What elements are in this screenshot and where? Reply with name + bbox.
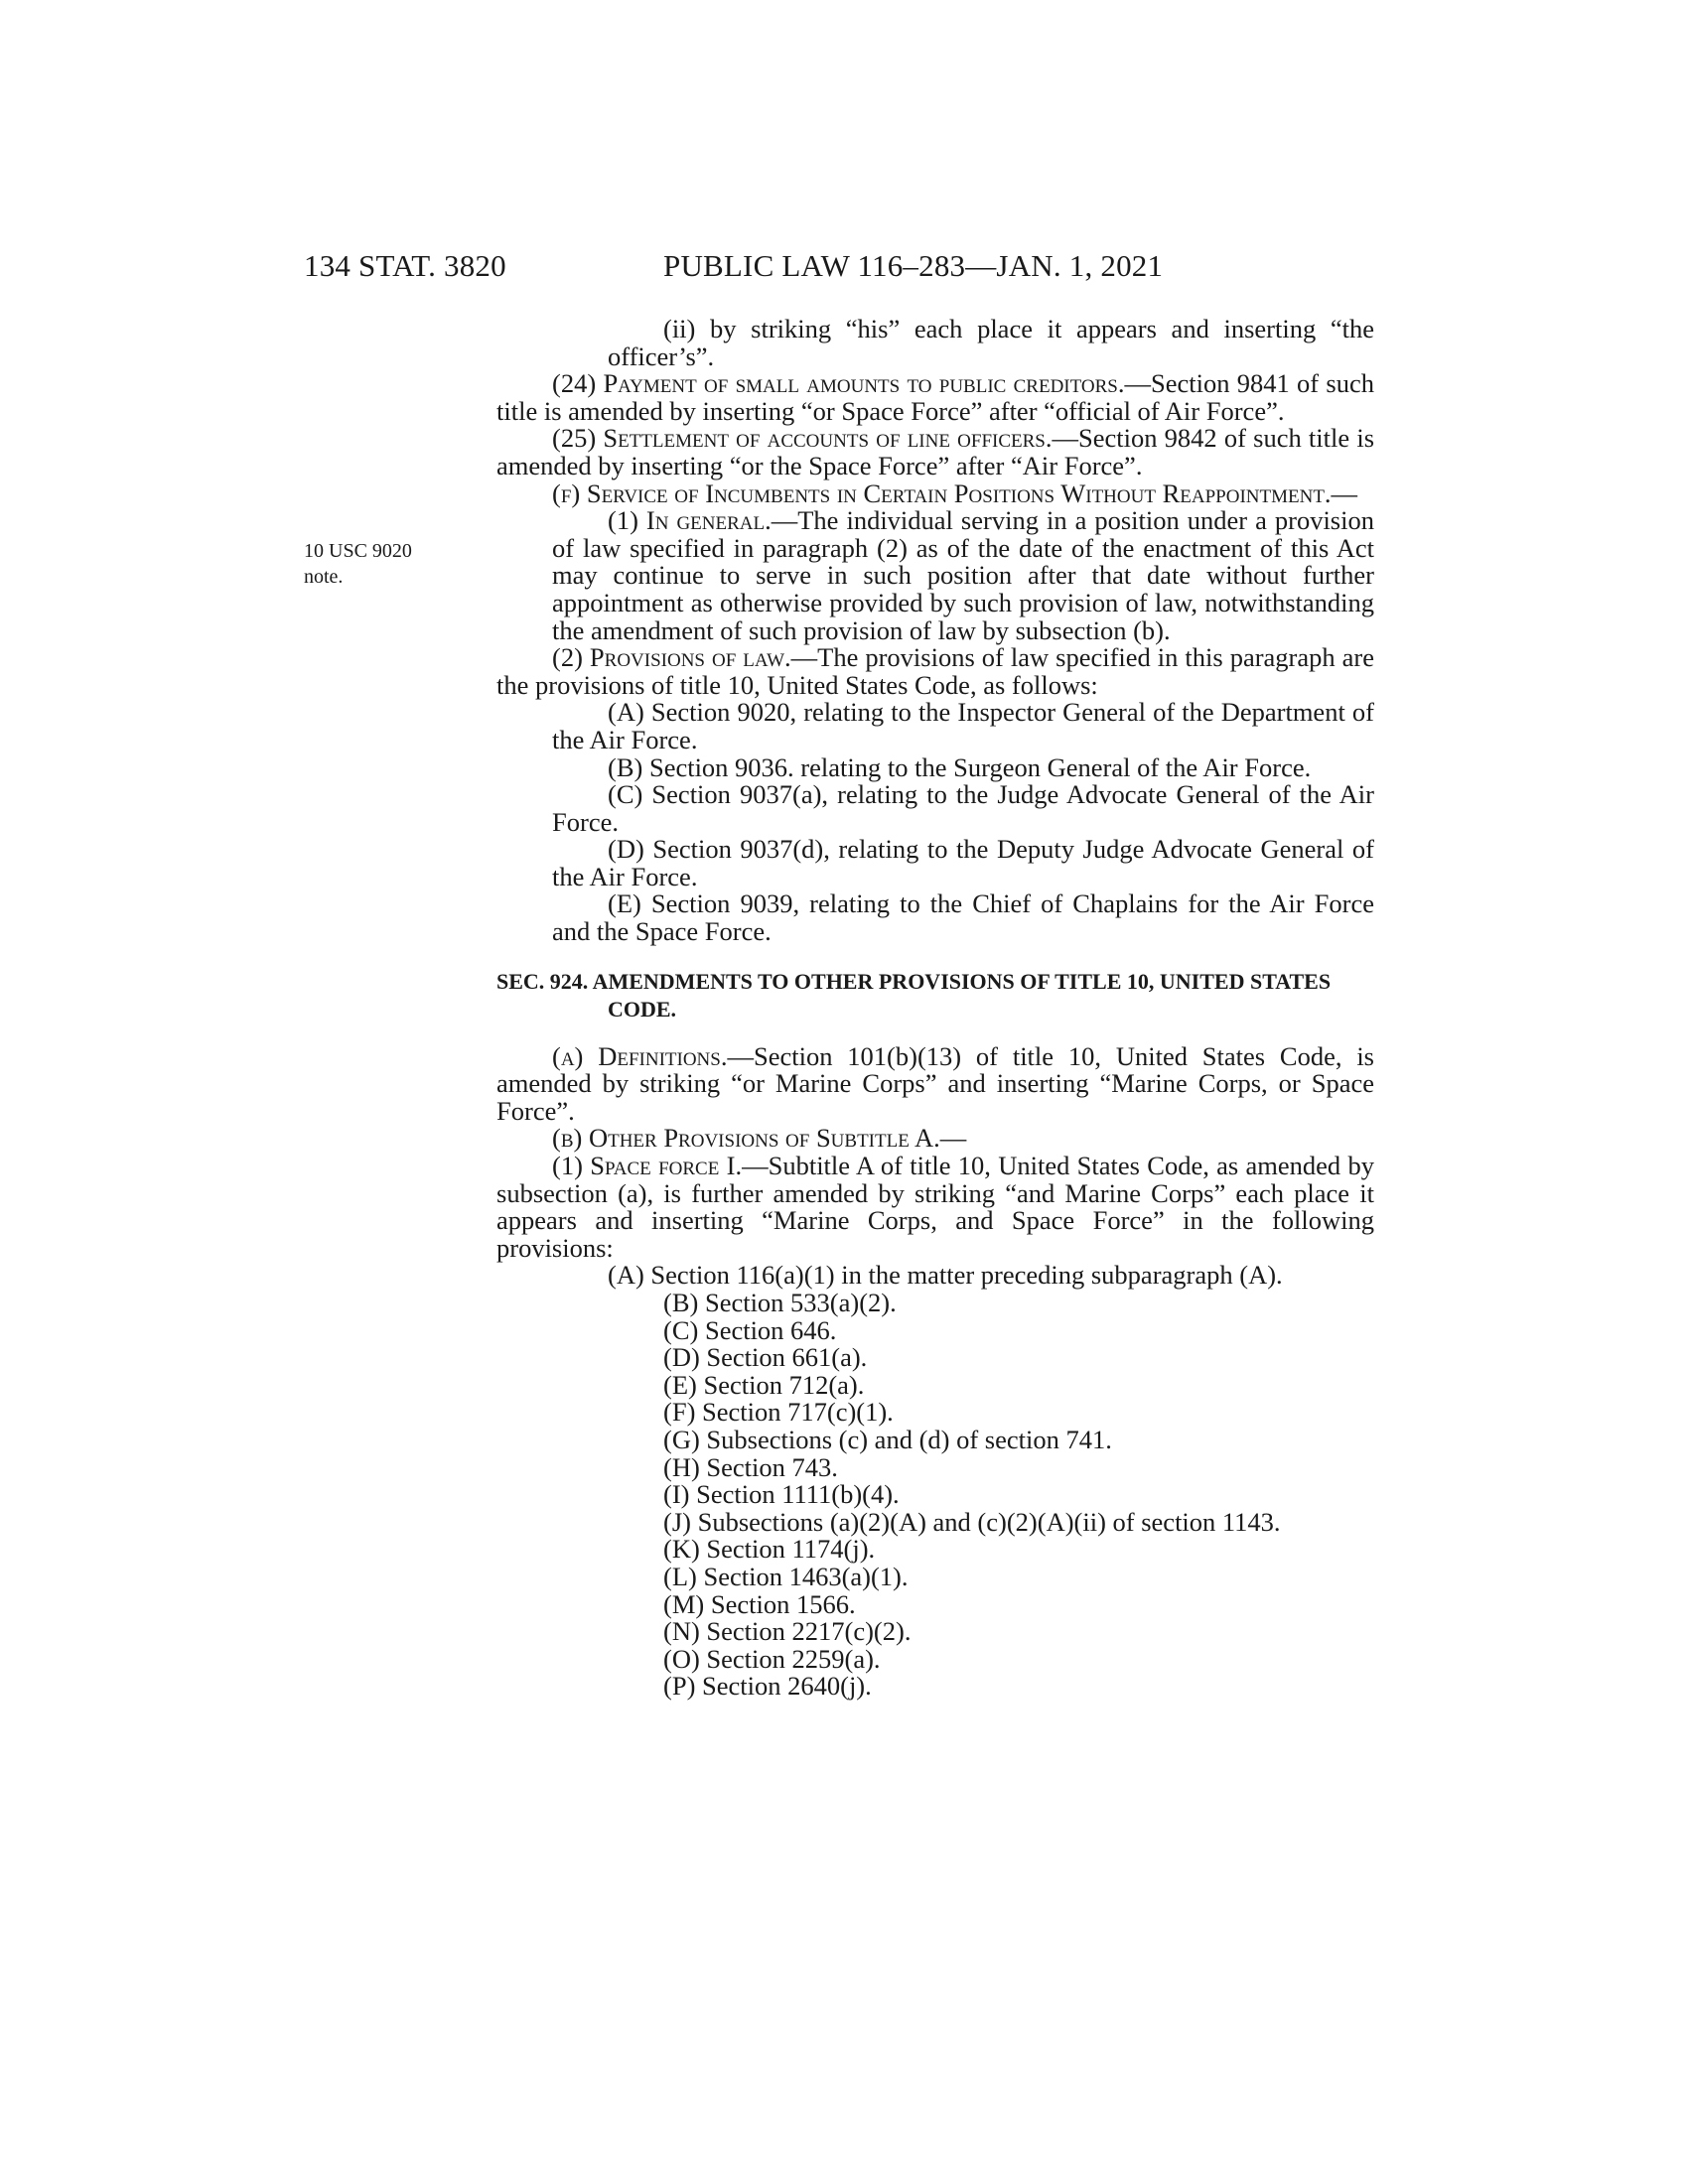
list-item: (B) Section 533(a)(2). [663, 1288, 897, 1317]
subsection-a-text: Section 101(b)(13) of title 10, United States Code, is amended by striking “or Marine Corps” and inserting “Marine Corps, or Space Force”. [496, 1040, 1374, 1126]
list-item: (K) Section 1174(j). [663, 1534, 876, 1565]
list-item: (F) Section 717(c)(1). [663, 1397, 894, 1428]
subsection-a-heading: (a) Definitions.— [552, 1040, 754, 1071]
list-item: (G) Subsections (c) and (d) of section 741. [663, 1424, 1112, 1454]
public-law-running-head: PUBLIC LAW 116–283—JAN. 1, 2021 [663, 248, 1164, 283]
list-item: (P) Section 2640(j). [663, 1671, 872, 1702]
paragraph-b1 [496, 1153, 1374, 1262]
clause-ii: (ii) by striking “his” each place it appears and inserting “the officer’s”. [608, 314, 1374, 371]
subsection-b-heading: (b) Other Provisions of Subtitle A.— [552, 1123, 967, 1154]
paragraph-24-heading: (24) Payment of small amounts to public creditors.— [552, 368, 1151, 399]
subsection-a [496, 1040, 1374, 1126]
list-item: (C) Section 646. [663, 1314, 837, 1345]
paragraph-f2-heading: (2) Provisions of law.— [552, 642, 818, 673]
subparagraph-f-c: (C) Section 9037(a), relating to the Judge Advocate General of the Air Force. [552, 779, 1374, 837]
list-item: (N) Section 2217(c)(2). [663, 1616, 912, 1647]
subparagraph-f-e: (E) Section 9039, relating to the Chief of Chaplains for the Air Force and the Space Force. [552, 888, 1374, 947]
list-item: (M) Section 1566. [663, 1588, 856, 1619]
list-item: (J) Subsections (a)(2)(A) and (c)(2)(A)(ii) of section 1143. [663, 1506, 1281, 1537]
statute-page-reference: 134 STAT. 3820 [304, 248, 506, 283]
margin-note-citation: 10 USC 9020 [304, 540, 412, 562]
subparagraph-f-a: (A) Section 9020, relating to the Inspector General of the Department of the Air Force. [552, 697, 1374, 754]
list-item: (O) Section 2259(a). [663, 1643, 881, 1674]
paragraph-b1-text: Subtitle A of title 10, United States Code, as amended by subsection (a), is further amended by striking “and Marine Corps” each place it appears and inserting “Marine Corps, and Space Force” in the following provisions: [496, 1151, 1374, 1263]
subparagraph-f-d: (D) Section 9037(d), relating to the Deputy Judge Advocate General of the Air Force. [552, 834, 1374, 891]
paragraph-f2-text: The provisions of law specified in this paragraph are the provisions of title 10, United States Code, as follows: [496, 642, 1374, 700]
list-item: (L) Section 1463(a)(1). [663, 1561, 909, 1591]
paragraph-f1-heading: (1) In general.— [608, 505, 798, 536]
subparagraph-b-a: (A) Section 116(a)(1) in the matter preceding subparagraph (A). [608, 1260, 1283, 1291]
list-item: (I) Section 1111(b)(4). [663, 1479, 900, 1510]
paragraph-25 [496, 425, 1374, 479]
paragraph-25-text: Section 9842 of such title is amended by inserting “or the Space Force” after “Air Force”. [496, 423, 1375, 480]
list-item: (H) Section 743. [663, 1451, 838, 1482]
document-body [496, 316, 1374, 1701]
paragraph-24-text: Section 9841 of such title is amended by inserting “or Space Force” after “official of Air Force”. [496, 368, 1374, 426]
list-item: (E) Section 712(a). [663, 1369, 865, 1400]
subparagraph-f-b: (B) Section 9036. relating to the Surgeon General of the Air Force. [608, 751, 1312, 782]
paragraph-24 [496, 370, 1374, 425]
paragraph-b1-heading: (1) Space force I.— [552, 1151, 769, 1181]
margin-note-suffix: note. [304, 566, 344, 588]
paragraph-f1-text: The individual serving in a position under a provision of law specified in paragraph (2) as of the date of the enactment of this Act may continue to serve in such position after that date without further appointment as otherwise provided by such provision of law, notwithstanding the amendment of such provision of law by subsection (b). [552, 505, 1374, 645]
paragraph-f1 [496, 507, 1374, 644]
list-item: (D) Section 661(a). [663, 1342, 868, 1373]
section-924-heading: SEC. 924. AMENDMENTS TO OTHER PROVISIONS OF TITLE 10, UNITED STATES CODE. [496, 968, 1332, 1022]
subsection-f-heading: (f) Service of Incumbents in Certain Positions Without Reappointment.— [552, 478, 1358, 508]
paragraph-25-heading: (25) Settlement of accounts of line officers.— [552, 423, 1078, 454]
paragraph-f2 [496, 644, 1374, 699]
provisions-list [496, 1290, 1374, 1701]
